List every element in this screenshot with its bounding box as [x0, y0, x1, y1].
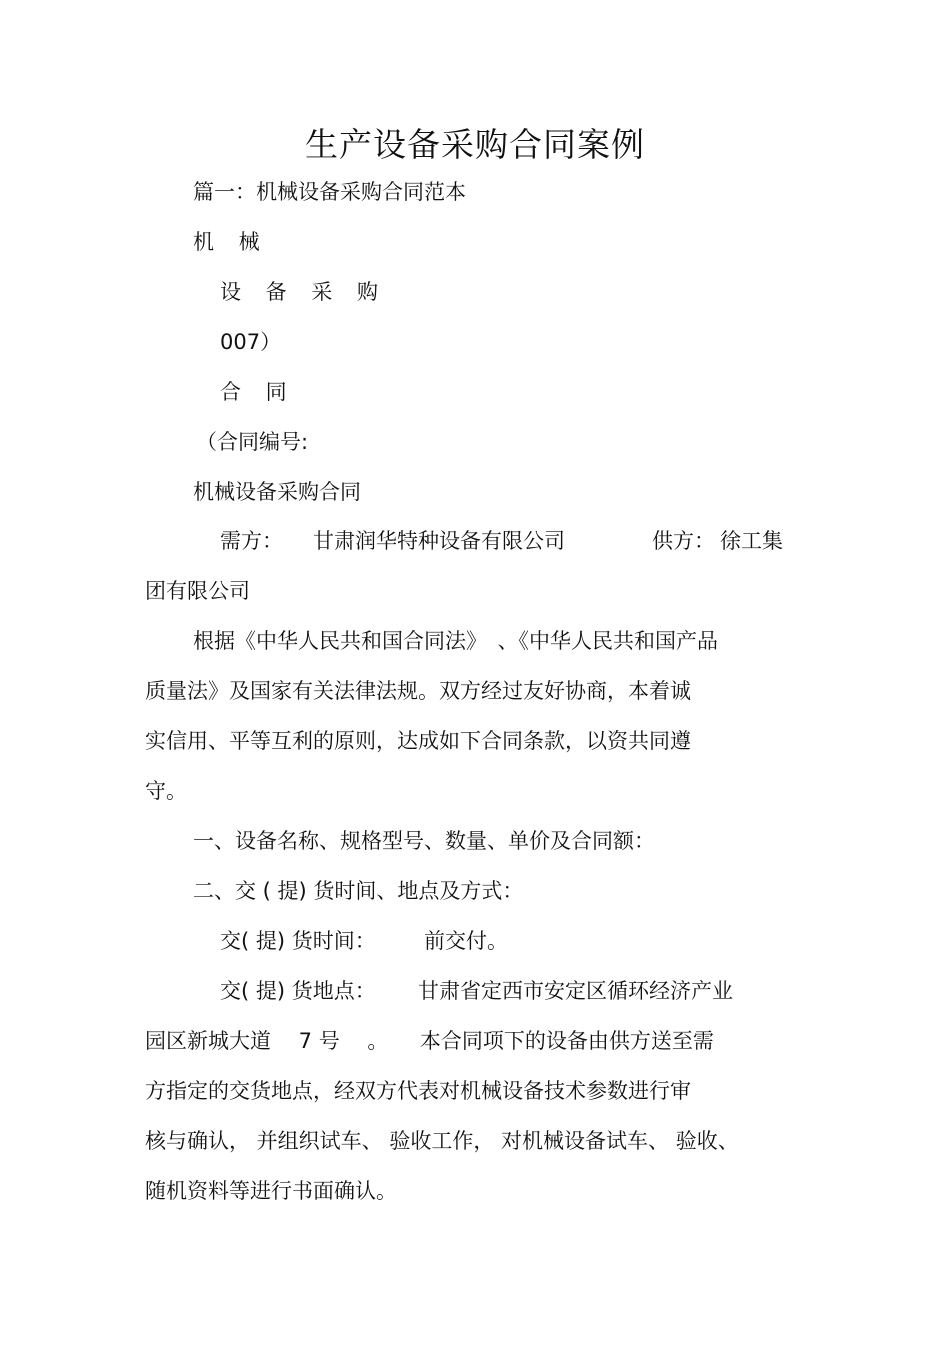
delivery-line: 随机资料等进行书面确认。: [145, 1179, 397, 1203]
seller-name-part2: 团有限公司: [145, 579, 250, 603]
seller-name-part1: 徐工集: [720, 529, 783, 553]
preamble-line: 守。: [145, 779, 187, 803]
seller-label: 供方：: [652, 529, 715, 553]
delivery-place-label: 交( 提) 货地点：: [220, 979, 376, 1003]
section-heading-2: 二、交 ( 提) 货时间、地点及方式：: [193, 879, 524, 903]
fragment-hetong: 合 同: [220, 380, 296, 404]
preamble-line: 实信用、平等互利的原则，达成如下合同条款，以资共同遵: [145, 729, 691, 753]
preamble-line: 根据《中华人民共和国合同法》 、《中华人民共和国产品: [193, 629, 718, 653]
contract-name: 机械设备采购合同: [193, 480, 361, 504]
delivery-time-value: 前交付。: [424, 929, 508, 953]
delivery-line: 园区新城大道 7 号 。 本合同项下的设备由供方送至需: [145, 1029, 714, 1053]
fragment-shebei-caigou: 设 备 采 购: [220, 280, 388, 304]
buyer-name: 甘肃润华特种设备有限公司: [313, 529, 565, 553]
delivery-line: 方指定的交货地点，经双方代表对机械设备技术参数进行审: [145, 1079, 691, 1103]
buyer-label: 需方：: [220, 529, 283, 553]
fragment-number: 007）: [220, 330, 282, 354]
fragment-jixie: 机 械: [193, 230, 269, 254]
delivery-line: 核与确认， 并组织试车、 验收工作， 对机械设备试车、 验收、: [145, 1129, 739, 1153]
preamble-line: 质量法》及国家有关法律法规。双方经过友好协商，本着诚: [145, 679, 691, 703]
delivery-place-value: 甘肃省定西市安定区循环经济产业: [418, 979, 733, 1003]
delivery-time-label: 交( 提) 货时间：: [220, 929, 376, 953]
document-title: 生产设备采购合同案例: [305, 125, 645, 164]
document-subtitle: 篇一：机械设备采购合同范本: [193, 180, 466, 204]
section-heading-1: 一、设备名称、规格型号、数量、单价及合同额：: [193, 829, 655, 853]
fragment-contract-number: （合同编号:: [196, 430, 309, 454]
